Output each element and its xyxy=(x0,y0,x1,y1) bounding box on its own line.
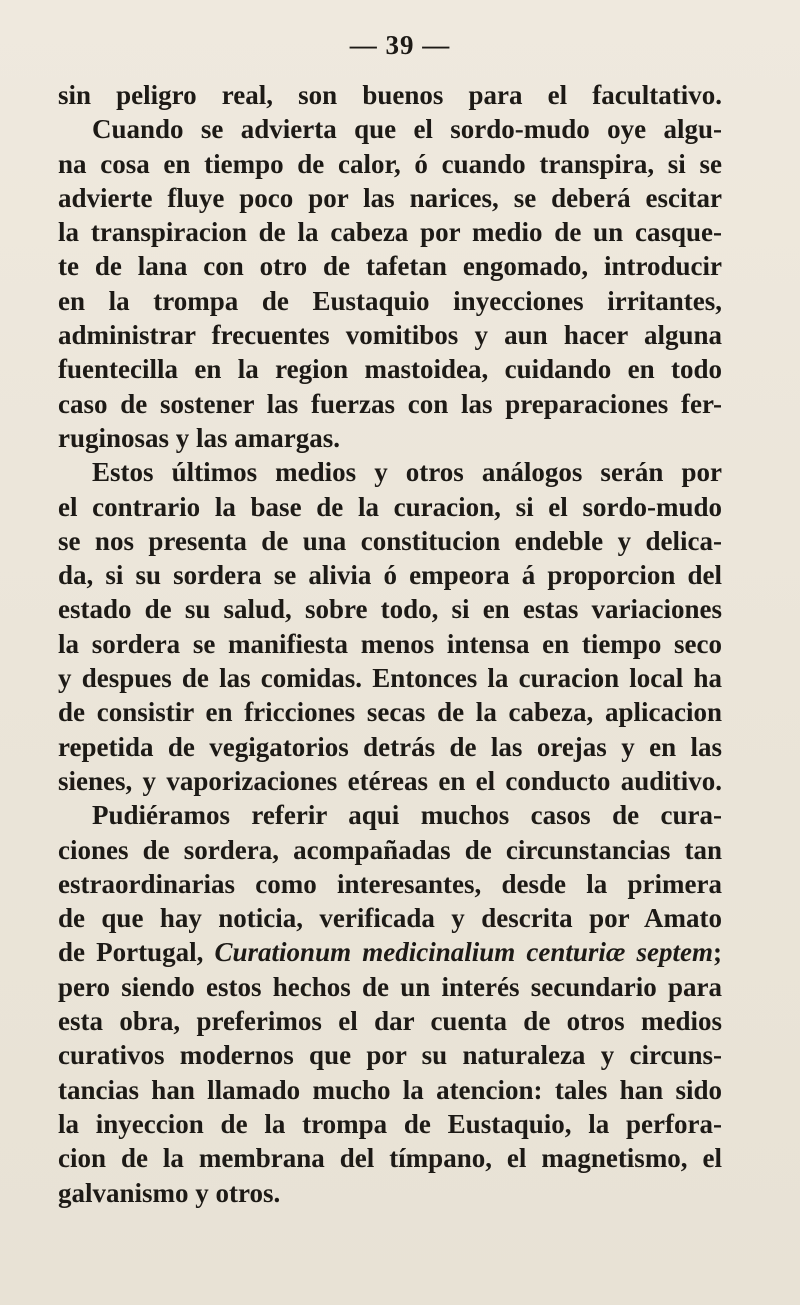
text-line: de que hay noticia, verificada y descrita por Amato xyxy=(58,903,722,934)
text-line: esta obra, preferimos el dar cuenta de otros medios xyxy=(58,1006,722,1037)
text-line: te de lana con otro de tafetan engomado, introducir xyxy=(58,251,722,282)
text-line: y despues de las comidas. Entonces la curacion local ha xyxy=(58,663,722,694)
text-line-with-title xyxy=(58,935,722,969)
text-line: la transpiracion de la cabeza por medio de un casque- xyxy=(58,217,722,248)
text-line: sienes, y vaporizaciones etéreas en el conducto auditivo. xyxy=(58,765,722,796)
text-line: curativos modernos que por su naturaleza y circuns- xyxy=(58,1040,722,1071)
text-line: se nos presenta de una constitucion endeble y delica- xyxy=(58,525,722,556)
body-text xyxy=(58,78,722,1210)
text-line: la inyeccion de la trompa de Eustaquio, la perfora- xyxy=(58,1108,722,1139)
text-line: ruginosas y las amargas. xyxy=(58,422,341,453)
text-line: na cosa en tiempo de calor, ó cuando transpira, si se xyxy=(58,148,722,179)
text-line: tancias han llamado mucho la atencion: tales han sido xyxy=(58,1074,722,1105)
text-line: estraordinarias como interesantes, desde la primera xyxy=(58,868,722,899)
text-line: en la trompa de Eustaquio inyecciones irritantes, xyxy=(58,285,722,316)
text-line: fuentecilla en la region mastoidea, cuidando en todo xyxy=(58,354,722,385)
text-line: cion de la membrana del tímpano, el magnetismo, el xyxy=(58,1143,722,1174)
text-line: sin peligro real, son buenos para el facultativo. xyxy=(58,80,722,110)
text-line: Estos últimos medios y otros análogos serán por xyxy=(92,457,722,488)
text-line: galvanismo y otros. xyxy=(58,1177,281,1208)
book-title-italic: Curationum medicinalium centuriæ septem xyxy=(214,937,713,968)
text-line: estado de su salud, sobre todo, si en estas variaciones xyxy=(58,594,722,625)
text-line: la sordera se manifiesta menos intensa en tiempo seco xyxy=(58,628,722,659)
text-line: ciones de sordera, acompañadas de circunstancias tan xyxy=(58,834,722,865)
text-line: de consistir en fricciones secas de la cabeza, aplicacion xyxy=(58,697,722,728)
text-line: Cuando se advierta que el sordo-mudo oye algu- xyxy=(92,114,722,145)
text-run: ; xyxy=(712,937,722,968)
text-line: advierte fluye poco por las narices, se deberá escitar xyxy=(58,182,722,213)
text-line: administrar frecuentes vomitibos y aun hacer alguna xyxy=(58,320,722,351)
text-line: pero siendo estos hechos de un interés secundario para xyxy=(58,971,722,1002)
text-run: de Portugal, xyxy=(58,937,215,968)
page-number: — 39 — xyxy=(349,30,451,60)
text-line: caso de sostener las fuerzas con las preparaciones fer- xyxy=(58,388,722,419)
text-line: repetida de vegigatorios detrás de las orejas y en las xyxy=(58,731,722,762)
text-line: el contrario la base de la curacion, si el sordo-mudo xyxy=(58,491,722,522)
text-line: Pudiéramos referir aqui muchos casos de cura- xyxy=(92,800,722,831)
text-line: da, si su sordera se alivia ó empeora á proporcion del xyxy=(58,560,722,591)
